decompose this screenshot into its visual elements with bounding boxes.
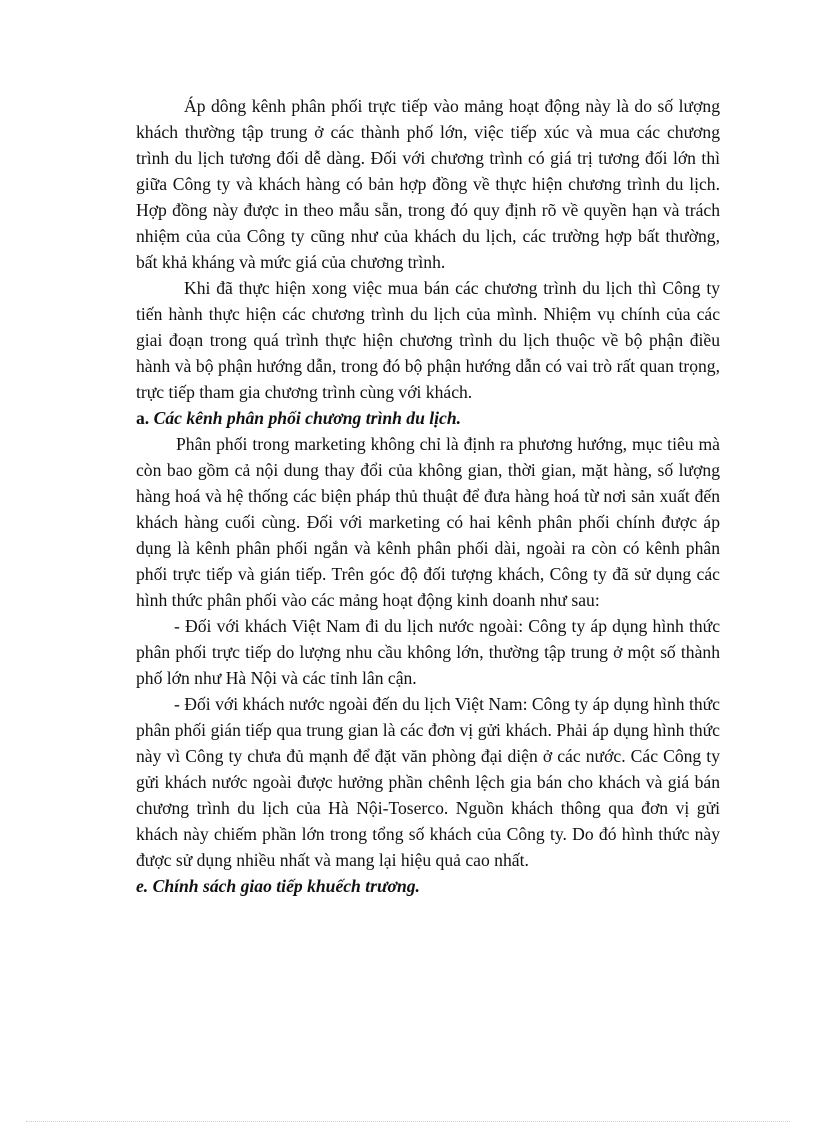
paragraph-distribution-direct: Áp dông kênh phân phối trực tiếp vào mảng hoạt động này là do số lượng khách thường tập trung ở các thành phố lớn, việc tiếp xúc và mua các chương trình du lịch tương đối dễ dàng. Đối với chương trình có giá trị tương đối lớn thì giữa Công ty và khách hàng có bản hợp đồng về thực hiện chương trình du lịch. Hợp đồng này được in theo mẫu sẵn, trong đó quy định rõ về quyền hạn và trách nhiệm của của Công ty cũng như của khách du lịch, các trường hợp bất thường, bất khả kháng và mức giá của chương trình. [136, 96, 720, 272]
paragraph-bullet-foreign-guests: - Đối với khách nước ngoài đến du lịch Việt Nam: Công ty áp dụng hình thức phân phối gián tiếp qua trung gian là các đơn vị gửi khách. Phải áp dụng hình thức này vì Công ty chưa đủ mạnh để đặt văn phòng đại diện ở các nước. Các Công ty gửi khách nước ngoài được hưởng phần chênh lệch gia bán cho khách và giá bán chương trình du lịch của Hà Nội-Toserco. Nguồn khách thông qua đơn vị gửi khách này chiếm phần lớn trong tổng số khách của Công ty. Do đó hình thức này được sử dụng nhiều nhất và mang lại hiệu quả cao nhất. [136, 694, 720, 870]
document-page [136, 93, 720, 899]
section-title-a: Các kênh phân phối chương trình du lịch. [153, 408, 462, 428]
section-heading-a [136, 405, 720, 431]
page-bottom-divider [26, 1121, 790, 1122]
paragraph-bullet-vietnamese-guests: - Đối với khách Việt Nam đi du lịch nước ngoài: Công ty áp dụng hình thức phân phối trực tiếp do lượng nhu cầu không lớn, thường tập trung ở một số thành phố lớn như Hà Nội và các tỉnh lân cận. [136, 616, 720, 688]
paragraph-program-execution: Khi đã thực hiện xong việc mua bán các chương trình du lịch thì Công ty tiến hành thực hiện các chương trình du lịch của mình. Nhiệm vụ chính của các giai đoạn trong quá trình thực hiện chương trình du lịch thuộc về bộ phận điều hành và bộ phận hướng dẫn, trong đó bộ phận hướng dẫn có vai trò rất quan trọng, trực tiếp tham gia chương trình cùng với khách. [136, 278, 720, 402]
section-heading-e: e. Chính sách giao tiếp khuếch trương. [136, 876, 420, 896]
paragraph-distribution-marketing: Phân phối trong marketing không chỉ là định ra phương hướng, mục tiêu mà còn bao gồm cả nội dung thay đổi của không gian, thời gian, mặt hàng, số lượng hàng hoá và hệ thống các biện pháp thủ thuật để đưa hàng hoá từ nơi sản xuất đến khách hàng cuối cùng. Đối với marketing có hai kênh phân phối chính được áp dụng là kênh phân phối ngắn và kênh phân phối dài, ngoài ra còn có kênh phân phối trực tiếp và gián tiếp. Trên góc độ đối tượng khách, Công ty đã sử dụng các hình thức phân phối vào các mảng hoạt động kinh doanh như sau: [136, 434, 720, 610]
section-marker-a: a. [136, 408, 150, 428]
